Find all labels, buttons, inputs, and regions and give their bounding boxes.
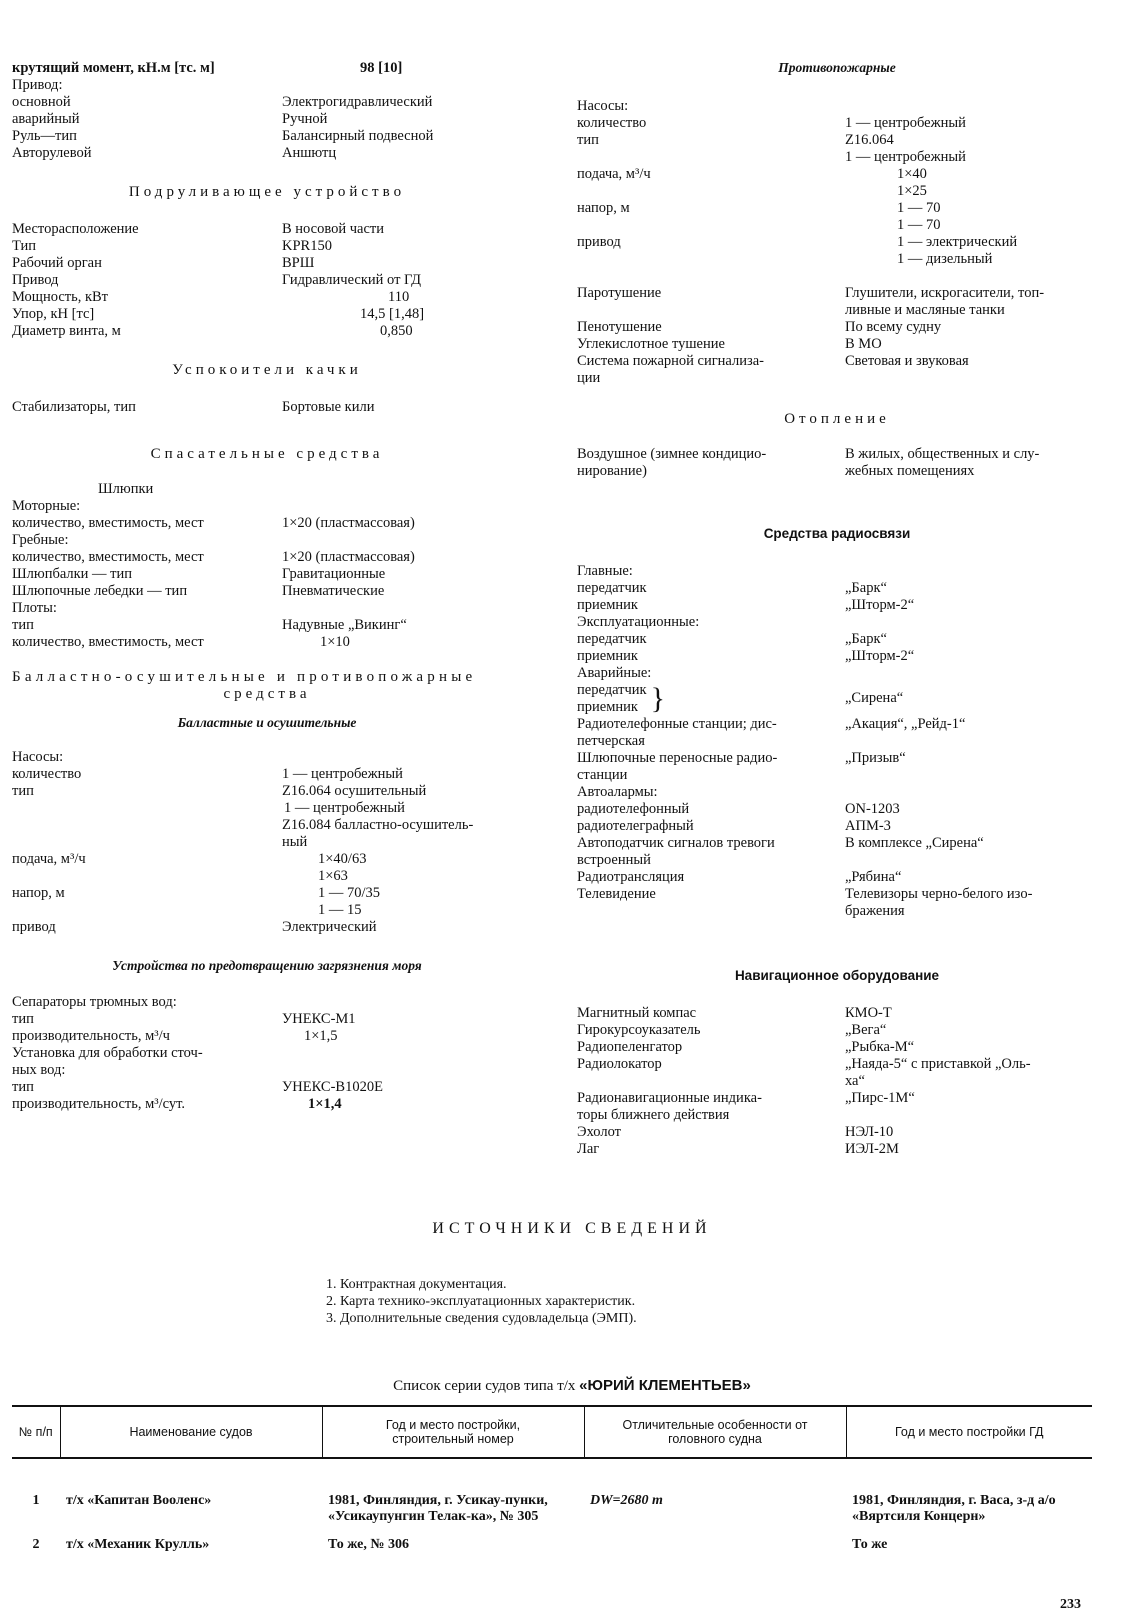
heading: Гребные: bbox=[12, 532, 69, 548]
spec-row bbox=[12, 60, 522, 77]
spec-row: основной Электрогидравлический bbox=[12, 94, 433, 110]
spec-row: Тип KPR150 bbox=[12, 238, 332, 254]
series-title: Список серии судов типа т/х «ЮРИЙ КЛЕМЕНТЬЕВ» bbox=[393, 1377, 751, 1394]
table-row: 2 т/х «Механик Крулль» То же, № 306 То же bbox=[32, 1537, 888, 1552]
spec-row: тип Надувные „Викинг“ bbox=[12, 617, 407, 633]
spec-row: Радиотелефонные станции; дис- „Акация“, „Рейд-1“ bbox=[577, 716, 966, 732]
spec-row: Эхолот НЭЛ-10 bbox=[577, 1124, 894, 1140]
spec-row: Радиолокатор „Наяда-5“ с приставкой „Оль- bbox=[577, 1056, 1031, 1072]
spec-row: радиотелеграфный АПМ-3 bbox=[577, 818, 891, 834]
spec-row: Радиотрансляция „Рябина“ bbox=[577, 869, 902, 885]
spec-row: Пенотушение По всему судну bbox=[577, 319, 942, 335]
spec-row: Мощность, кВт 110 bbox=[12, 289, 410, 305]
spec-row: производительность, м³/сут. 1×1,4 bbox=[12, 1096, 342, 1112]
spec-row: Система пожарной сигнализа- Световая и звуковая bbox=[577, 353, 969, 369]
table-row: 1 т/х «Капитан Вооленс» 1981, Финляндия, г. Усикау-пунки, «Усикаупунгин Телак-ка», № 305 DW=2680 т 1981, Финляндия, г. Васа, з-д а/о «Вяртсиля Концерн» bbox=[32, 1493, 1056, 1524]
page-number: 233 bbox=[1060, 1597, 1081, 1612]
heading: Автоалармы: bbox=[577, 784, 658, 800]
heading: Насосы: bbox=[12, 749, 64, 765]
heading: Установка для обработки сточ- bbox=[12, 1045, 203, 1061]
spec-row: Магнитный компас КМО-Т bbox=[577, 1005, 892, 1021]
list-item: 2. Карта технико-эксплуатационных характеристик. bbox=[326, 1294, 636, 1309]
column-header: Год и место постройки, строительный номер bbox=[322, 1406, 584, 1458]
spec-row: подача, м³/ч 1×40 bbox=[577, 166, 927, 182]
spec-row: привод 1 — электрический bbox=[577, 234, 1018, 250]
section-title: Спасательные средства bbox=[150, 446, 384, 462]
value: 98 [10] bbox=[360, 60, 403, 76]
column-header: Наименование судов bbox=[60, 1406, 322, 1458]
spec-row: Паротушение Глушители, искрогасители, топ- bbox=[577, 285, 1045, 301]
series-table bbox=[12, 1405, 1092, 1557]
spec-row: Радиопеленгатор „Рыбка-М“ bbox=[577, 1039, 915, 1055]
spec-row: приемник „Шторм-2“ bbox=[577, 648, 915, 664]
spec-row: количество 1 — центробежный bbox=[577, 115, 966, 131]
spec-row: количество, вместимость, мест 1×20 (пластмассовая) bbox=[12, 549, 415, 565]
subsection-title: Балластные и осушительные bbox=[177, 715, 357, 730]
subsection-title: Устройства по предотвращению загрязнения моря bbox=[112, 958, 422, 973]
spec-row: Воздушное (зимнее кондицио- В жилых, общественных и слу- bbox=[577, 446, 1040, 462]
spec-row: тип Z16.064 осушительный bbox=[12, 783, 427, 799]
spec-row: Шлюпочные лебедки — тип Пневматические bbox=[12, 583, 385, 599]
spec-row: передатчик „Барк“ bbox=[577, 580, 887, 596]
section-title: Навигационное оборудование bbox=[734, 968, 940, 983]
spec-row: привод Электрический bbox=[12, 919, 377, 935]
spec-row: передатчик приемник } „Сирена“ bbox=[577, 682, 904, 715]
brace-icon: } bbox=[650, 682, 665, 715]
spec-row: Автоподатчик сигналов тревоги В комплексе „Сирена“ bbox=[577, 835, 984, 851]
spec-row: подача, м³/ч 1×40/63 bbox=[12, 851, 367, 867]
spec-row: Руль—тип Балансирный подвесной bbox=[12, 128, 434, 144]
spec-row: Шлюпочные переносные радио- „Призыв“ bbox=[577, 750, 906, 766]
heading: Эксплуатационные: bbox=[577, 614, 700, 630]
spec-row: Месторасположение В носовой части bbox=[12, 221, 384, 237]
spec-row: передатчик „Барк“ bbox=[577, 631, 887, 647]
spec-row: Лаг ИЭЛ-2М bbox=[577, 1141, 899, 1157]
left-column: крутящий момент, кН.м [тс. м] 98 [10] Привод: основной Электрогидравлический аварийный Ручной Руль—тип Балансирный подвесной Авторулевой Аншютц Подруливающее устройство Месторасположение В носовой части Тип KPR150 Рабочий орган ВРШ Привод Гидравлический от ГД Мощность, кВт 110 Упор, кН [тс] 14,5 [1,48] Диаметр винта, м 0,850 Успокоители качки Стабилизаторы, тип Бортовые кили Спасательные средства Шлюпки Моторные: количество, вместимость, мест 1×20 (пластмассовая) Гребные: количество, вместимость, мест 1×20 (пластмассовая) Шлюпбалки — тип Гравитационные Шлюпочные лебедки — тип Пневматические Плоты: тип Надувные „Викинг“ количество, вместимость, мест 1×10 Балластно-осушительные и противопожарные средства Балластные и осушительные Насосы: количество 1 — центробежный тип Z16.064 осушительный 1 — центробежный Z16.084 балластно-осушитель- ный подача, м³/ч 1×40/63 1×63 напор, м 1 — 70/35 1 — 15 привод Электрический Устройства по предотвращению загрязнения моря Сепараторы трюмных вод: тип УНЕКС-М1 производительность, м³/ч 1×1,5 Установка для обработки сточ- ных вод: тип УНЕКС-В1020Е производительность, м³/сут. 1×1,4 bbox=[12, 60, 522, 1113]
section-title: Балластно-осушительные и противопожарные bbox=[12, 669, 477, 685]
section-title: Подруливающее устройство bbox=[128, 184, 406, 200]
spec-row: напор, м 1 — 70 bbox=[577, 200, 941, 216]
spec-row: Привод Гидравлический от ГД bbox=[12, 272, 422, 288]
spec-row: Телевидение Телевизоры черно-белого изо- bbox=[577, 886, 1033, 902]
spec-row: Шлюпбалки — тип Гравитационные bbox=[12, 566, 386, 582]
table-header-row bbox=[12, 1406, 1092, 1458]
heading: Сепараторы трюмных вод: bbox=[12, 994, 177, 1010]
spec-row: тип УНЕКС-В1020Е bbox=[12, 1079, 383, 1095]
right-column: Противопожарные Насосы: количество 1 — центробежный тип Z16.064 1 — центробежный подача, м³/ч 1×40 1×25 напор, м 1 — 70 1 — 70 привод 1 — электрический 1 — дизельный Паротушение Глушители, искрогасители, топ- ливные и масляные танки Пенотушение По всему судну Углекислотное тушение В МО Система пожарной сигнализа- Световая и звуковая ции Отопление Воздушное (зимнее кондицио- В жилых, общественных и слу- нирование) жебных помещениях Средства радиосвязи Главные: передатчик „Барк“ приемник „Шторм-2“ Эксплуатационные: передатчик „Барк“ приемник „Шторм-2“ Аварийные: передатчик приемник } „Сирена“ Радиотелефонные станции; дис- „Акация“, „Рейд-1“ петчерская Шлюпочные переносные радио- „Призыв“ станции Автоалармы: радиотелефонный ON-1203 радиотелеграфный АПМ-3 Автоподатчик сигналов тревоги В комплексе „Сирена“ встроенный Радиотрансляция „Рябина“ Телевидение Телевизоры черно-белого изо- бражения Навигационное оборудование Магнитный компас КМО-Т Гирокурсоуказатель „Вега“ Радиопеленгатор „Рыбка-М“ Радиолокатор „Наяда-5“ с приставкой „Оль- ха“ Радионавигационные индика- „Пирс-1М“ торы ближнего действия Эхолот НЭЛ-10 Лаг ИЭЛ-2М bbox=[577, 60, 1097, 1158]
spec-row: количество 1 — центробежный bbox=[12, 766, 403, 782]
spec-row: приемник „Шторм-2“ bbox=[577, 597, 915, 613]
spec-row: тип Z16.064 bbox=[577, 132, 894, 148]
section-title: Средства радиосвязи bbox=[763, 526, 911, 541]
spec-row: тип УНЕКС-М1 bbox=[12, 1011, 356, 1027]
spec-row: Рабочий орган ВРШ bbox=[12, 255, 315, 271]
spec-row: количество, вместимость, мест 1×10 bbox=[12, 634, 350, 650]
spec-row: напор, м 1 — 70/35 bbox=[12, 885, 381, 901]
list-item: 1. Контрактная документация. bbox=[326, 1277, 507, 1292]
spec-row: аварийный Ручной bbox=[12, 111, 328, 127]
section-title: Успокоители качки bbox=[172, 362, 362, 378]
sources-list bbox=[326, 1276, 637, 1327]
column-header: Отличительные особенности от головного судна bbox=[584, 1406, 846, 1458]
spec-row: Авторулевой Аншютц bbox=[12, 145, 337, 161]
heading: Привод: bbox=[12, 77, 63, 93]
heading: Аварийные: bbox=[577, 665, 652, 681]
list-item: 3. Дополнительные сведения судовладельца (ЭМП). bbox=[326, 1311, 637, 1326]
spec-row: радиотелефонный ON-1203 bbox=[577, 801, 900, 817]
section-title-cont: средства bbox=[223, 686, 311, 702]
section-title: Отопление bbox=[784, 411, 890, 427]
spec-row: Упор, кН [тс] 14,5 [1,48] bbox=[12, 306, 425, 322]
heading: ных вод: bbox=[12, 1062, 66, 1078]
spec-row: Углекислотное тушение В МО bbox=[577, 336, 882, 352]
column-header: Год и место постройки ГД bbox=[846, 1406, 1092, 1458]
heading: Плоты: bbox=[12, 600, 57, 616]
label: крутящий момент, кН.м [тс. м] bbox=[12, 60, 215, 76]
subheading: Шлюпки bbox=[98, 481, 154, 497]
spec-row: производительность, м³/ч 1×1,5 bbox=[12, 1028, 338, 1044]
spec-row: Гирокурсоуказатель „Вега“ bbox=[577, 1022, 887, 1038]
spec-row: Стабилизаторы, тип Бортовые кили bbox=[12, 399, 375, 415]
subsection-title: Противопожарные bbox=[778, 60, 896, 75]
heading: Насосы: bbox=[577, 98, 629, 114]
heading: Главные: bbox=[577, 563, 633, 579]
column-header: № п/п bbox=[12, 1406, 60, 1458]
spec-row: Радионавигационные индика- „Пирс-1М“ bbox=[577, 1090, 915, 1106]
spec-row: Диаметр винта, м 0,850 bbox=[12, 323, 413, 339]
heading: Моторные: bbox=[12, 498, 81, 514]
sources-title: ИСТОЧНИКИ СВЕДЕНИЙ bbox=[432, 1220, 712, 1237]
spec-row: количество, вместимость, мест 1×20 (пластмассовая) bbox=[12, 515, 415, 531]
